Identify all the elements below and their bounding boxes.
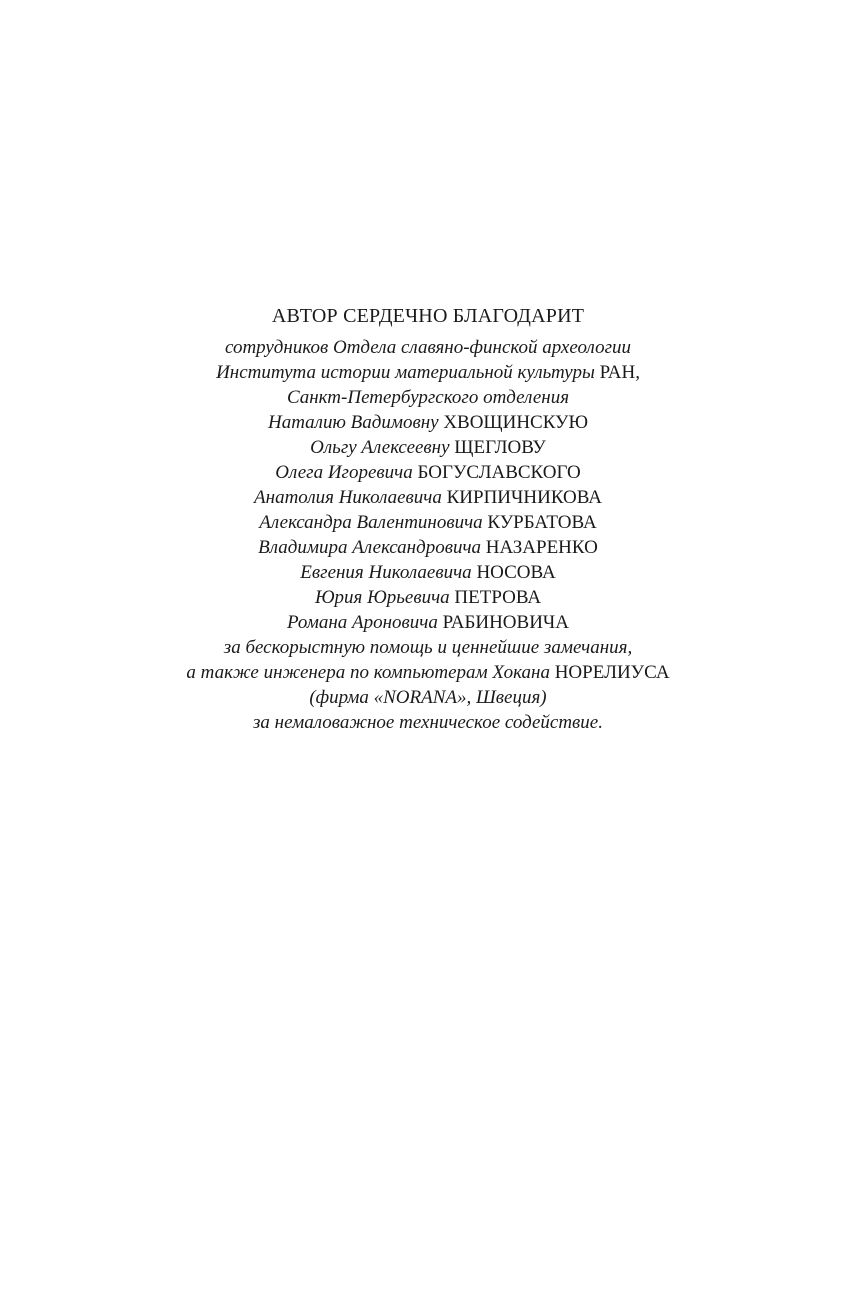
ack-line-abbreviation: РАН [599, 362, 636, 383]
person-surname: НАЗАРЕНКО [485, 537, 598, 558]
person-surname: НОСОВА [476, 562, 556, 583]
person-surname: ХВОЩИНСКУЮ [443, 412, 588, 433]
person-surname: ЩЕГЛОВУ [454, 437, 546, 458]
ack-person-boguslavsky [0, 460, 856, 485]
ack-line-company [0, 685, 856, 710]
ack-line-department [0, 335, 856, 360]
person-given-names: Евгения Николаевича [300, 562, 477, 583]
ack-person-petrov [0, 585, 856, 610]
ack-line-text: сотрудников Отдела славяно-финской археологии [224, 337, 631, 358]
person-given-names: Романа Ароновича [287, 612, 443, 633]
person-given-names: а также инженера по компьютерам Хокана [186, 662, 555, 683]
person-given-names: Ольгу Алексеевну [310, 437, 455, 458]
ack-line-branch [0, 385, 856, 410]
ack-line-institute [0, 360, 856, 385]
ack-line-text: за бескорыстную помощь и ценнейшие замечания, [223, 637, 633, 658]
person-given-names: Владимира Александровича [258, 537, 486, 558]
ack-person-norelius [0, 660, 856, 685]
ack-person-nazarenko [0, 535, 856, 560]
person-surname: РАБИНОВИЧА [442, 612, 569, 633]
ack-person-kirpichnikov [0, 485, 856, 510]
ack-person-shcheglova [0, 435, 856, 460]
person-given-names: Юрия Юрьевича [314, 587, 455, 608]
person-surname: ПЕТРОВА [454, 587, 542, 608]
ack-person-khvoshchinskaya [0, 410, 856, 435]
acknowledgement-title: АВТОР СЕРДЕЧНО БЛАГОДАРИТ [271, 305, 585, 327]
person-given-names: Олега Игоревича [275, 462, 418, 483]
ack-person-rabinovich [0, 610, 856, 635]
ack-line-text: за немаловажное техническое содействие. [253, 712, 603, 733]
person-surname: КУРБАТОВА [487, 512, 597, 533]
person-given-names: Анатолия Николаевича [254, 487, 447, 508]
person-surname: КИРПИЧНИКОВА [446, 487, 602, 508]
person-given-names: Александра Валентиновича [259, 512, 488, 533]
person-surname: БОГУСЛАВСКОГО [417, 462, 581, 483]
ack-line-text: Санкт-Петербургского отделения [286, 387, 570, 408]
ack-line-text: (фирма «NORANA», Швеция) [309, 687, 547, 708]
ack-line-technical-help [0, 710, 856, 735]
ack-person-kurbatov [0, 510, 856, 535]
ack-line-reason [0, 635, 856, 660]
acknowledgement-block [0, 304, 856, 735]
ack-line-text: Института истории материальной культуры [216, 362, 600, 383]
person-given-names: Наталию Вадимовну [268, 412, 444, 433]
person-surname: НОРЕЛИУСА [554, 662, 670, 683]
ack-line-punctuation: , [635, 362, 640, 383]
ack-person-nosov [0, 560, 856, 585]
